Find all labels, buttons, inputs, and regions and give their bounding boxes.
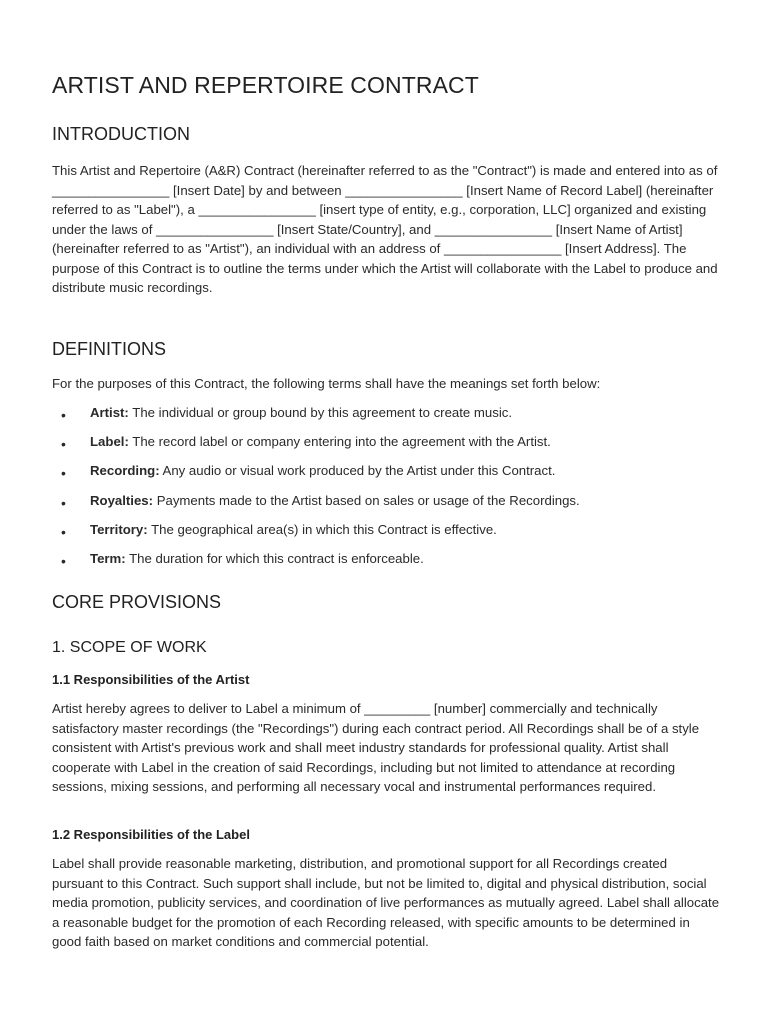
bullet-icon: • (61, 552, 66, 569)
bullet-icon: • (61, 494, 66, 511)
definition-item-territory (52, 520, 722, 549)
definition-text: The record label or company entering into the agreement with the Artist. (132, 434, 551, 450)
definition-term: Term: (90, 550, 126, 566)
definition-item-label (52, 432, 722, 461)
definition-term: Territory: (90, 521, 148, 537)
bullet-icon: • (61, 436, 66, 453)
label-responsibilities-heading: 1.2 Responsibilities of the Label (52, 827, 250, 842)
label-responsibilities-paragraph: Label shall provide reasonable marketing, distribution, and promotional support for all Recordings created pursuant to this Contract. Such support shall include, but not be limited to, digital and physical distribution, social media promotion, publicity services, and coordination of live performances as mutually agreed. Label shall allocate a reasonable budget for the promotion of each Recording released, with specific amounts to be determined in good faith based on market conditions and commercial potential. (52, 856, 720, 949)
definition-text: The duration for which this contract is enforceable. (129, 550, 424, 566)
definitions-heading: DEFINITIONS (52, 339, 167, 359)
introduction-paragraph: This Artist and Repertoire (A&R) Contract (hereinafter referred to as the "Contract") is made and entered into as of ________________ [Insert Date] by and between ________________ [Insert Name of Record Label] (hereinafter referred to as "Label"), a ________________ [insert type of entity, e.g., corporation, LLC] organized and existing under the laws of ________________ [Insert State/Country], and ________________ [Insert Name of Artist] (hereinafter referred to as "Artist"), an individual with an address of ________________ [Insert Address]. The purpose of this Contract is to outline the terms under which the Artist will collaborate with the Label to produce and distribute music recordings. (52, 163, 718, 295)
definitions-list (52, 403, 722, 578)
definitions-intro: For the purposes of this Contract, the following terms shall have the meanings set forth below: (52, 376, 601, 391)
definition-term: Royalties: (90, 492, 154, 508)
core-provisions-heading: CORE PROVISIONS (52, 592, 222, 612)
artist-responsibilities-paragraph: Artist hereby agrees to deliver to Label a minimum of _________ [number] commercially and technically satisfactory master recordings (the "Recordings") during each contract period. All Recordings shall be of a style consistent with Artist's previous work and shall meet industry standards for professional quality. Artist shall cooperate with Label in the creation of said Recordings, including but not limited to attendance at recording sessions, mixing sessions, and performing all necessary vocal and instrumental performances required. (52, 701, 700, 794)
introduction-heading: INTRODUCTION (52, 124, 190, 144)
definition-text: The individual or group bound by this agreement to create music. (132, 405, 513, 420)
definition-term: Artist: (90, 405, 129, 420)
definition-text: The geographical area(s) in which this Contract is effective. (151, 521, 497, 537)
bullet-icon: • (61, 407, 66, 423)
definition-item-recording (52, 461, 722, 490)
bullet-icon: • (61, 523, 66, 540)
definition-term: Label: (90, 434, 129, 450)
definition-item-term (52, 549, 722, 578)
bullet-icon: • (61, 465, 66, 482)
document-title: ARTIST AND REPERTOIRE CONTRACT (52, 72, 479, 98)
scope-of-work-heading: 1. SCOPE OF WORK (52, 639, 207, 656)
definition-text: Payments made to the Artist based on sales or usage of the Recordings. (156, 492, 580, 508)
definition-term: Recording: (90, 463, 160, 479)
definition-text: Any audio or visual work produced by the Artist under this Contract. (162, 463, 556, 479)
definition-item-artist (52, 403, 722, 432)
definition-item-royalties (52, 491, 722, 520)
artist-responsibilities-heading: 1.1 Responsibilities of the Artist (52, 672, 250, 687)
